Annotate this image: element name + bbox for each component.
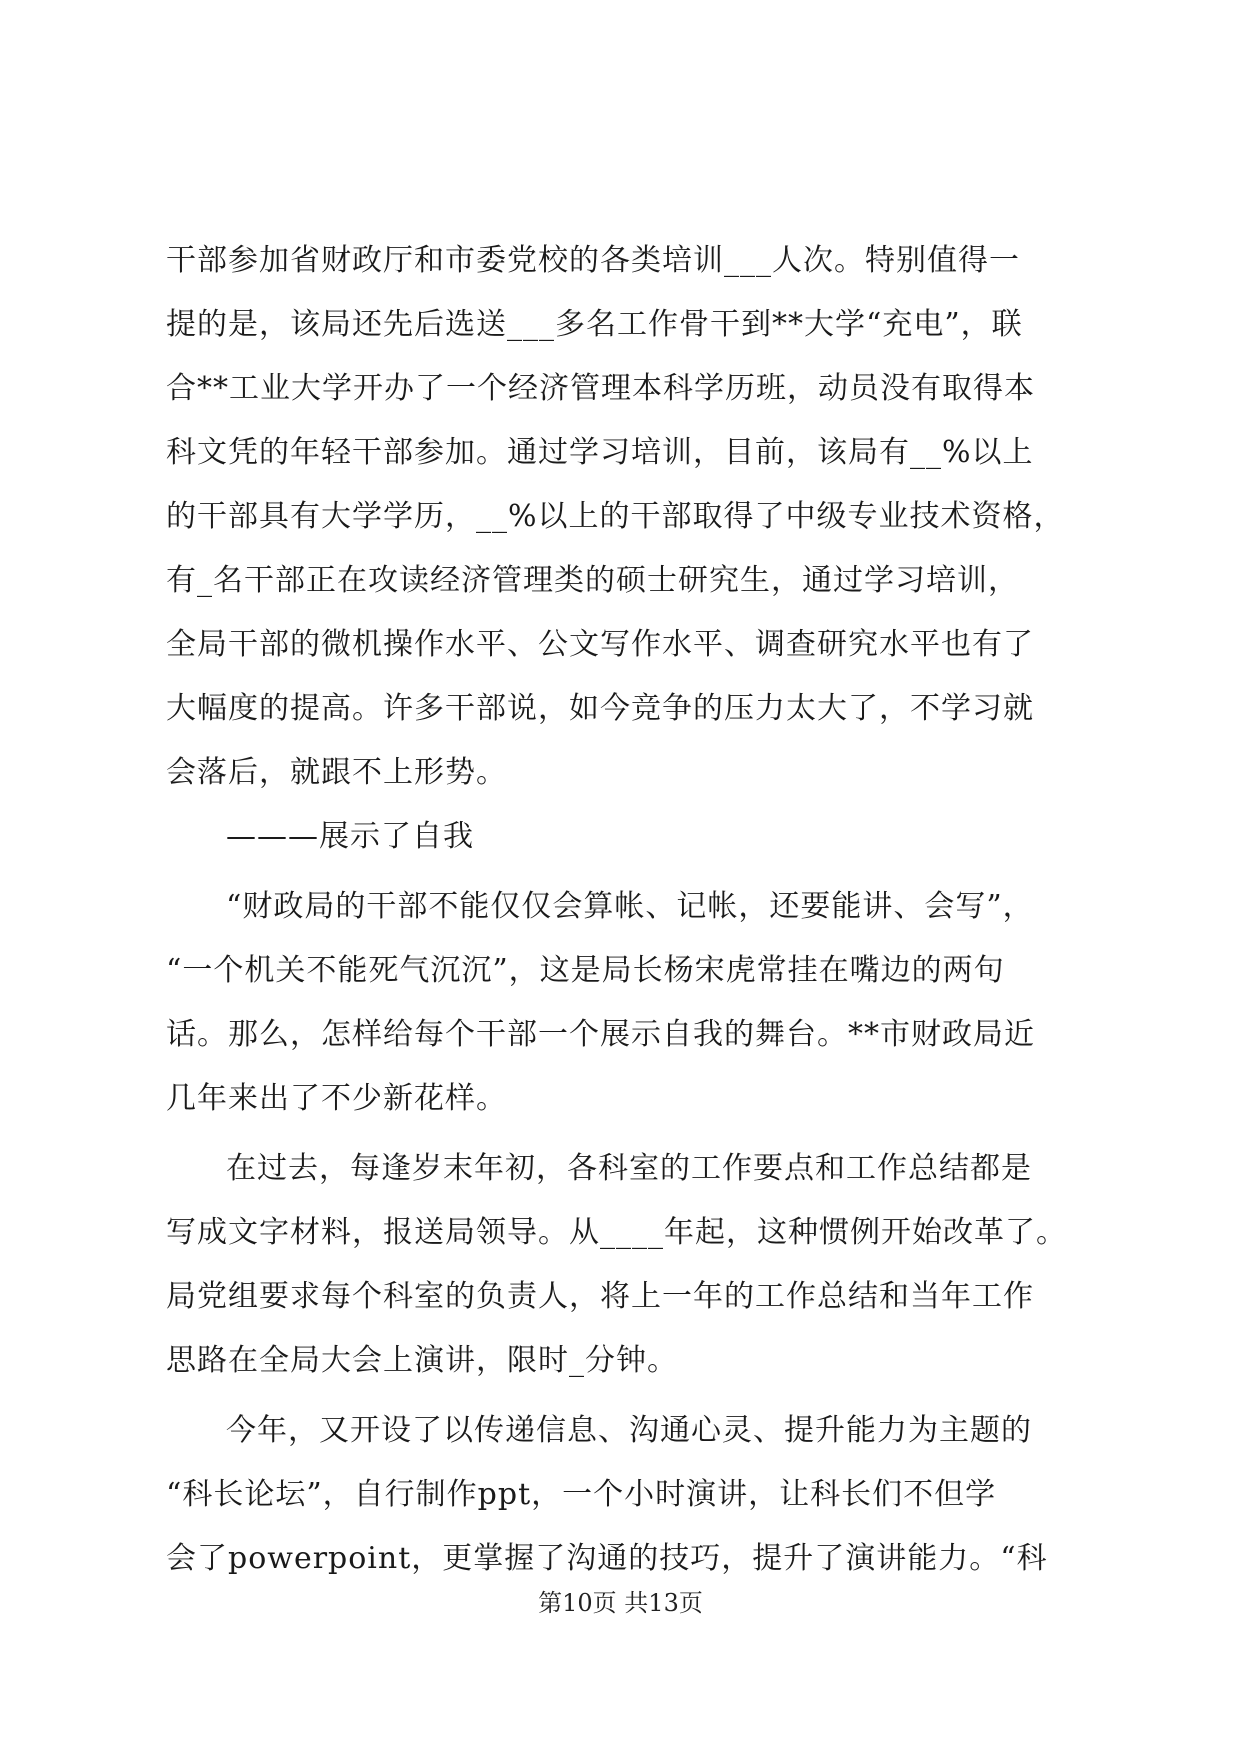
body-line: 大幅度的提高。许多干部说，如今竞争的压力太大了，不学习就 (166, 691, 1034, 726)
body-line: 的干部具有大学学历，__%以上的干部取得了中级专业技术资格， (166, 499, 1065, 534)
document-body (166, 229, 1090, 1591)
body-line: 局党组要求每个科室的负责人，将上一年的工作总结和当年工作 (166, 1279, 1034, 1314)
body-line: 干部参加省财政厅和市委党校的各类培训___人次。特别值得一 (166, 243, 1020, 278)
body-line: “财政局的干部不能仅仅会算帐、记帐，还要能讲、会写”， (226, 889, 1034, 924)
body-line: 今年，又开设了以传递信息、沟通心灵、提升能力为主题的 (226, 1413, 1032, 1448)
body-line: 思路在全局大会上演讲，限时_分钟。 (166, 1343, 678, 1378)
body-line: 在过去，每逢岁末年初，各科室的工作要点和工作总结都是 (226, 1151, 1032, 1186)
body-line: 提的是，该局还先后选送___多名工作骨干到**大学“充电”，联 (166, 307, 1023, 342)
body-line: 有_名干部正在攻读经济管理类的硕士研究生，通过学习培训， (166, 563, 1019, 598)
section-heading: ———展示了自我 (226, 819, 474, 854)
body-line: 会落后，就跟不上形势。 (166, 755, 507, 790)
page-footer: 第10页 共13页 (538, 1589, 703, 1617)
body-line: 话。那么，怎样给每个干部一个展示自我的舞台。**市财政局近 (166, 1017, 1035, 1052)
body-line: 合**工业大学开办了一个经济管理本科学历班，动员没有取得本 (166, 371, 1035, 406)
body-line: 写成文字材料，报送局领导。从____年起，这种惯例开始改革了。 (166, 1215, 1067, 1250)
body-line: 几年来出了不少新花样。 (166, 1081, 507, 1116)
body-line: 会了powerpoint，更掌握了沟通的技巧，提升了演讲能力。“科 (166, 1541, 1048, 1576)
body-line: “科长论坛”，自行制作ppt，一个小时演讲，让科长们不但学 (166, 1477, 997, 1512)
body-line: 全局干部的微机操作水平、公文写作水平、调查研究水平也有了 (166, 627, 1034, 662)
body-line: “一个机关不能死气沉沉”，这是局长杨宋虎常挂在嘴边的两句 (166, 953, 1005, 988)
body-line: 科文凭的年轻干部参加。通过学习培训，目前，该局有__%以上 (166, 435, 1034, 470)
